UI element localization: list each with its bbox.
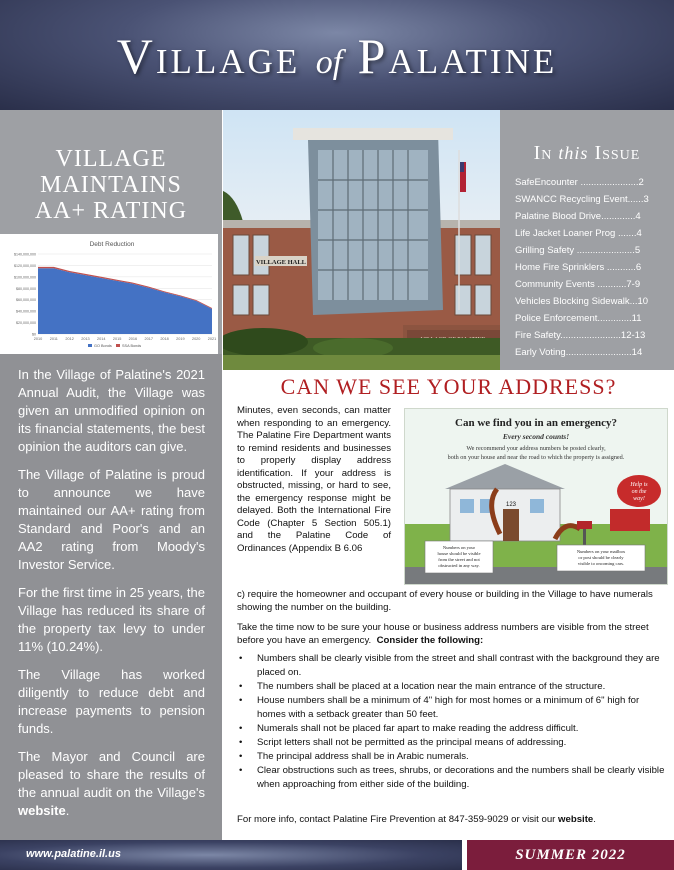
village-hall-illustration <box>223 110 500 370</box>
chart-y-tick-label: $40,000,000 <box>16 309 36 314</box>
chart-x-tick-label: 2013 <box>81 337 90 341</box>
toc-item[interactable]: Vehicles Blocking Sidewalk...10 <box>515 296 649 307</box>
guideline-item: • Numbers shall be clearly visible from the street and shall contrast with the background they are placed on. <box>237 652 665 680</box>
website-link[interactable]: website <box>18 803 66 818</box>
para2-text: Take the time now to be sure your house or business address numbers are visible from the street before you have an emergency. <box>237 622 649 646</box>
chart-x-tick-label: 2018 <box>160 337 169 341</box>
toc-item[interactable]: Home Fire Sprinklers ...........6 <box>515 262 642 273</box>
chart-x-tick-label: 2015 <box>112 337 122 341</box>
issue-title-issue: Issue <box>594 142 641 164</box>
footer-url-bar <box>0 840 462 870</box>
article-intro: Minutes, even seconds, can matter when responding to an emergency. The Palatine Fire Department wants to remind residents and businesses to properly display address identification. If your address is obstructed, missing, or hard to see, the emergency response might be delayed. Both the International Fire Code (Chapter 5 Section 505.1) and the Palatine Code of Ordinances (Appendix B 6.06 <box>237 405 391 554</box>
chart-y-tick-label: $0 <box>32 332 36 337</box>
infographic-callout-right: or post should be clearly <box>578 555 624 560</box>
left-sidebar <box>0 110 222 836</box>
chart-x-tick-label: 2010 <box>33 337 43 341</box>
audit-last-end: . <box>65 803 70 818</box>
infographic-bubble-line: on the <box>631 489 647 495</box>
masthead-banner <box>0 0 674 110</box>
chart-x-tick-label: 2014 <box>97 337 106 341</box>
village-hall-sign: VILLAGE HALL <box>255 259 307 266</box>
audit-paragraph: In the Village of Palatine's 2021 Annual Audit, the Village was given an unmodified opinion on its financial statements, the best opinion the auditors can give. <box>18 367 205 454</box>
masthead-word-palatine: Palatine <box>357 28 558 84</box>
toc-item[interactable]: Grilling Safety ......................5 <box>515 245 641 256</box>
chart-legend <box>88 344 141 348</box>
headline-line: AA+ RATING <box>34 198 188 224</box>
infographic-subtitle: Every second counts! <box>502 432 570 441</box>
infographic-callout-left: house should be visible <box>437 551 481 556</box>
address-article-title: CAN WE SEE YOUR ADDRESS? <box>280 374 617 399</box>
masthead-word-of: of <box>315 44 343 81</box>
audit-paragraph: The Village of Palatine is proud to announce we have maintained our AA+ rating from Standard and Poor's and an AA2 rating from Moody's Investor Service. <box>18 467 205 572</box>
chart-x-tick-label: 2012 <box>65 337 74 341</box>
chart-legend-swatch <box>88 344 92 347</box>
chart-x-tick-label: 2017 <box>144 337 153 341</box>
para2-bold: Consider the following: <box>376 634 484 646</box>
infographic-callout-left: obstructed in any way. <box>438 563 480 568</box>
more-info-line <box>237 814 667 825</box>
article-intro-continued: c) require the homeowner and occupant of every house or building in the Village to have numerals showing the number on the building. <box>237 589 653 613</box>
chart-y-tick-label: $120,000,000 <box>14 263 36 268</box>
chart-legend-swatch <box>116 344 120 347</box>
headline-line: VILLAGE <box>55 146 167 172</box>
headline-line: MAINTAINS <box>40 172 182 198</box>
chart-x-tick-label: 2020 <box>191 337 201 341</box>
toc-item[interactable]: SafeEncounter ......................2 <box>515 177 644 188</box>
infographic-callout-right: Numbers on your mailbox <box>576 549 626 554</box>
issue-title-in: In <box>533 142 553 164</box>
chart-legend-label: GO Bonds <box>94 344 112 348</box>
chart-y-tick-label: $140,000,000 <box>14 252 36 257</box>
chart-y-tick-label: $60,000,000 <box>16 298 36 303</box>
in-this-issue-panel <box>500 110 674 370</box>
toc-item[interactable]: Early Voting.........................14 <box>515 347 643 358</box>
infographic-bubble-line: Help is <box>630 482 648 488</box>
toc-item[interactable]: Fire Safety.......................12-13 <box>515 330 646 341</box>
chart-x-tick-label: 2021 <box>207 337 217 341</box>
more-info-text: For more info, contact Palatine Fire Prevention at 847-359-9029 or visit our <box>237 814 559 825</box>
footer-issue-label: SUMMER 2022 <box>515 847 626 863</box>
article-paragraph-2 <box>237 622 665 647</box>
audit-paragraph-last <box>18 748 205 820</box>
issue-title-this: this <box>558 143 589 163</box>
chart-title: Debt Reduction <box>89 241 135 248</box>
chart-x-tick-label: 2019 <box>176 337 185 341</box>
toc-item[interactable]: Palatine Blood Drive.............4 <box>515 211 641 222</box>
emergency-infographic <box>404 408 668 585</box>
infographic-house-number: 123 <box>505 502 517 508</box>
toc-item[interactable]: Community Events ...........7-9 <box>515 279 641 290</box>
fire-website-link[interactable]: website <box>558 814 594 825</box>
more-info-end: . <box>593 814 596 825</box>
infographic-callout-left: Numbers on your <box>442 545 476 550</box>
guideline-item: • Script letters shall not be permitted as the principal means of addressing. <box>237 736 665 750</box>
chart-y-tick-label: $100,000,000 <box>14 275 36 280</box>
chart-x-ticks <box>34 337 216 341</box>
chart-y-tick-label: $80,000,000 <box>16 286 36 291</box>
chart-x-tick-label: 2016 <box>128 337 138 341</box>
village-hall-photo <box>223 110 500 370</box>
audit-last-text: The Mayor and Council are pleased to share the results of the annual audit on the Village's <box>18 749 205 800</box>
address-guidelines-list <box>237 652 665 792</box>
footer-issue-bar <box>467 840 674 870</box>
guideline-item: • Clear obstructions such as trees, shrubs, or decorations and the numbers shall be clearly visible when approaching from either side of the building. <box>237 764 665 792</box>
infographic-callout-left: from the street and not <box>438 557 480 562</box>
infographic-line2: both on your house and near the road to which the property is assigned. <box>447 454 625 461</box>
chart-y-tick-label: $20,000,000 <box>16 321 36 326</box>
guideline-item: • The numbers shall be placed at a location near the main entrance of the structure. <box>237 680 665 694</box>
toc-item[interactable]: SWANCC Recycling Event......3 <box>515 194 649 205</box>
chart-svg <box>0 234 218 354</box>
guideline-item: • The principal address shall be in Arabic numerals. <box>237 750 665 764</box>
infographic-line1: We recommend your address numbers be posted clearly, <box>466 445 606 452</box>
audit-paragraph: The Village has worked diligently to reduce debt and increase payments to pension funds. <box>18 667 205 736</box>
infographic-title: Can we find you in an emergency? <box>455 417 617 429</box>
chart-legend-label: SSA Bonds <box>122 344 142 348</box>
masthead-title <box>0 26 674 93</box>
guideline-item: • House numbers shall be a minimum of 4" high for most homes or a minimum of 6" high for homes with a setback greater than 50 feet. <box>237 694 665 722</box>
issue-panel-title <box>500 142 674 165</box>
chart-x-tick-label: 2011 <box>49 337 58 341</box>
chart-y-ticks <box>14 253 36 337</box>
chart-area-go-bonds <box>38 268 212 334</box>
audit-paragraph: For the first time in 25 years, the Village has reduced its share of the property tax levy to under 11% (10.24%). <box>18 585 205 654</box>
infographic-bubble-line: way! <box>633 496 645 502</box>
rating-headline <box>0 146 222 224</box>
infographic-callout-right: visible to oncoming cars. <box>577 561 625 566</box>
masthead-word-village: Village <box>116 28 301 84</box>
footer-url[interactable]: www.palatine.il.us <box>26 848 121 860</box>
audit-article-text <box>0 354 222 854</box>
toc-item[interactable]: Police Enforcement.............11 <box>515 313 642 324</box>
guideline-item: • Numerals shall not be placed far apart to make reading the address difficult. <box>237 722 665 736</box>
debt-reduction-chart <box>0 234 218 354</box>
toc-item[interactable]: Life Jacket Loaner Prog .......4 <box>515 228 642 239</box>
infographic-svg <box>405 409 667 584</box>
